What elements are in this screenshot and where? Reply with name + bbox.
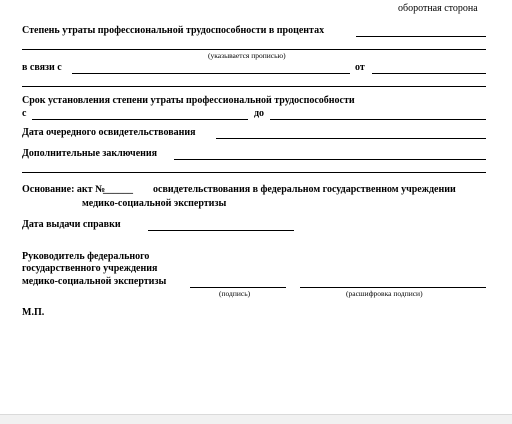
head-title-line-3: медико-социальной экспертизы	[22, 276, 167, 287]
due-to-date-field[interactable]	[372, 73, 486, 74]
degree-field[interactable]	[356, 36, 486, 37]
due-to-label: в связи с	[22, 62, 62, 73]
issue-date-field[interactable]	[148, 230, 294, 231]
period-from-field[interactable]	[32, 119, 248, 120]
due-to-extra-field[interactable]	[22, 86, 486, 87]
due-to-field[interactable]	[72, 73, 350, 74]
extra-conclusions-field[interactable]	[174, 159, 486, 160]
basis-act-text-2: медико-социальной экспертизы	[82, 198, 227, 209]
degree-label: Степень утраты профессиональной трудоспособности в процентах	[22, 25, 325, 36]
period-from-label: с	[22, 108, 27, 119]
signature-decode-note: (расшифровка подписи)	[346, 289, 423, 298]
basis-act-label: Основание: акт №	[22, 184, 106, 195]
basis-act-number[interactable]: ______	[103, 184, 133, 195]
head-title-line-1: Руководитель федерального	[22, 251, 150, 262]
head-title-line-2: государственного учреждения	[22, 263, 158, 274]
due-to-from-label: от	[355, 62, 365, 73]
signature-note: (подпись)	[219, 289, 251, 298]
next-exam-label: Дата очередного освидетельствования	[22, 127, 196, 138]
stamp-place-label: М.П.	[22, 307, 45, 318]
period-to-label: до	[254, 108, 265, 119]
period-to-field[interactable]	[270, 119, 486, 120]
extra-conclusions-label: Дополнительные заключения	[22, 148, 158, 159]
period-title: Срок установления степени утраты профессиональной трудоспособности	[22, 95, 355, 106]
basis-act-text-1: освидетельствования в федеральном государственном учреждении	[153, 184, 456, 195]
signature-decode-field[interactable]	[300, 287, 486, 288]
extra-conclusions-field-2[interactable]	[22, 172, 486, 173]
signature-field[interactable]	[190, 287, 286, 288]
next-exam-field[interactable]	[216, 138, 486, 139]
page-side-label: оборотная сторона	[398, 3, 478, 14]
issue-date-label: Дата выдачи справки	[22, 219, 121, 230]
degree-words-field[interactable]	[22, 49, 486, 50]
in-words-note: (указывается прописью)	[208, 51, 286, 60]
